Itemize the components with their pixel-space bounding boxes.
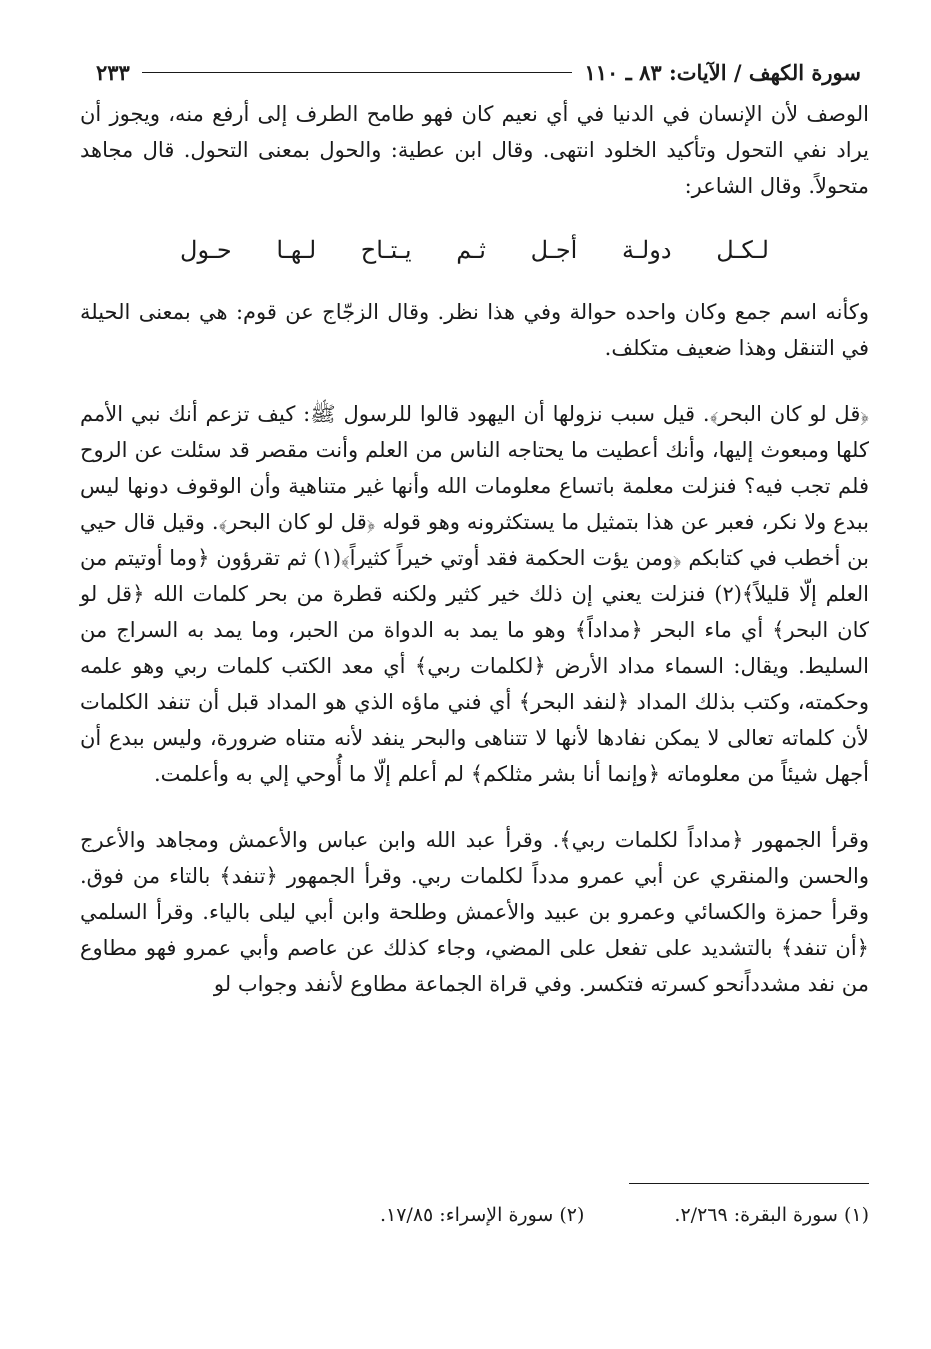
paragraph-3: ﴿قل لو كان البحر﴾. قيل سبب نزولها أن اليهود قالوا للرسول ﷺ: كيف تزعم أنك نبي الأمم كلها ومبعوث إليها، وأنك أعطيت ما يحتاجه الناس من العلم وأنت مقصر قد سئلت عن الروح فلم تجب فيه؟ فنزلت معلمة باتساع معلومات الله وأنها غير متناهية وأن الوقوف دونها ليس ببدع ولا نكر، فعبر عن هذا بتمثيل ما يستكثرونه وهو قوله ﴿قل لو كان البحر﴾. وقيل قال حيي بن أخطب في كتابكم ﴿ومن يؤت الحكمة فقد أوتي خيراً كثيراً﴾(١) ثم تقرؤون ﴿وما أوتيتم من العلم إلّا قليلاً﴾(٢) فنزلت يعني إن ذلك خير كثير ولكنه قطرة من بحر كلمات الله ﴿قل لو كان البحر﴾ أي ماء البحر ﴿مداداً﴾ وهو ما يمد به الدواة من الحبر، وما يمد به السراج من السليط. ويقال: السماء مداد الأرض ﴿لكلمات ربي﴾ أي معد الكتب كلمات ربي وهو علمه وحكمته، وكتب بذلك المداد ﴿لنفد البحر﴾ أي فني ماؤه الذي هو المداد قبل أن تنفد الكلمات لأن كلماته تعالى لا يمكن نفادها لأنها لا تتناهى والبحر ينفد لأنه متناه ضرورة، وليس ببدع أن أجهل شيئاً من معلوماته ﴿وإنما أنا بشر مثلكم﴾ لم أعلم إلّا ما أُوحي إلي به وأعلمت. [80,402,869,786]
footnote-2: (٢) سورة الإسراء: ١٧/٨٥. [379,1204,585,1226]
verse-word: دولـة [622,236,672,264]
page-number: ٢٣٣ [96,59,130,85]
verse-word: ثـم [456,236,486,264]
page-header [96,52,861,92]
poetry-verse [80,230,869,270]
page-body [80,96,869,1002]
footnotes [80,1200,869,1230]
paragraph-2: وكأنه اسم جمع وكان واحده حوالة وفي هذا نظر. وقال الزجّاج عن قوم: هي بمعنى الحيلة في التنقل وهذا ضعيف متكلف. [80,300,869,360]
footnote-rule [629,1183,869,1184]
running-title: سورة الكهف / الآيات: ٨٣ ـ ١١٠ [584,59,861,85]
paragraph-1: الوصف لأن الإنسان في الدنيا في أي نعيم كان فهو طامح الطرف إلى أرفع منه، ويجوز أن يراد نفي التحول وتأكيد الخلود انتهى. وقال ابن عطية: والحول بمعنى التحول. قال مجاهد متحولاً. وقال الشاعر: [80,102,869,198]
verse-word: يـتـاح [360,236,412,264]
verse-word: حـول [180,236,232,264]
paragraph-4: وقرأ الجمهور ﴿مداداً لكلمات ربي﴾. وقرأ عبد الله وابن عباس والأعمش ومجاهد والأعرج والحسن والمنقري عن أبي عمرو مدداً لكلمات ربي. وقرأ الجمهور ﴿تنفد﴾ بالتاء من فوق. وقرأ حمزة والكسائي وعمرو بن عبيد والأعمش وطلحة وابن أبي ليلى بالياء. وقرأ السلمي ﴿أن تنفد﴾ بالتشديد على تفعل على المضي، وجاء كذلك عن عاصم وأبي عمرو فهو مطاوع من نفد مشدداًنحو كسرته فتكسر. وفي قراة الجماعة مطاوع لأنفد وجواب لو [80,828,869,996]
verse-word: أجـل [530,236,578,264]
footnote-1: (١) سورة البقرة: ٢/٢٦٩. [674,1204,869,1226]
verse-word: لـكـل [716,236,769,264]
header-rule [142,72,573,73]
verse-word: لـهـا [276,236,317,264]
